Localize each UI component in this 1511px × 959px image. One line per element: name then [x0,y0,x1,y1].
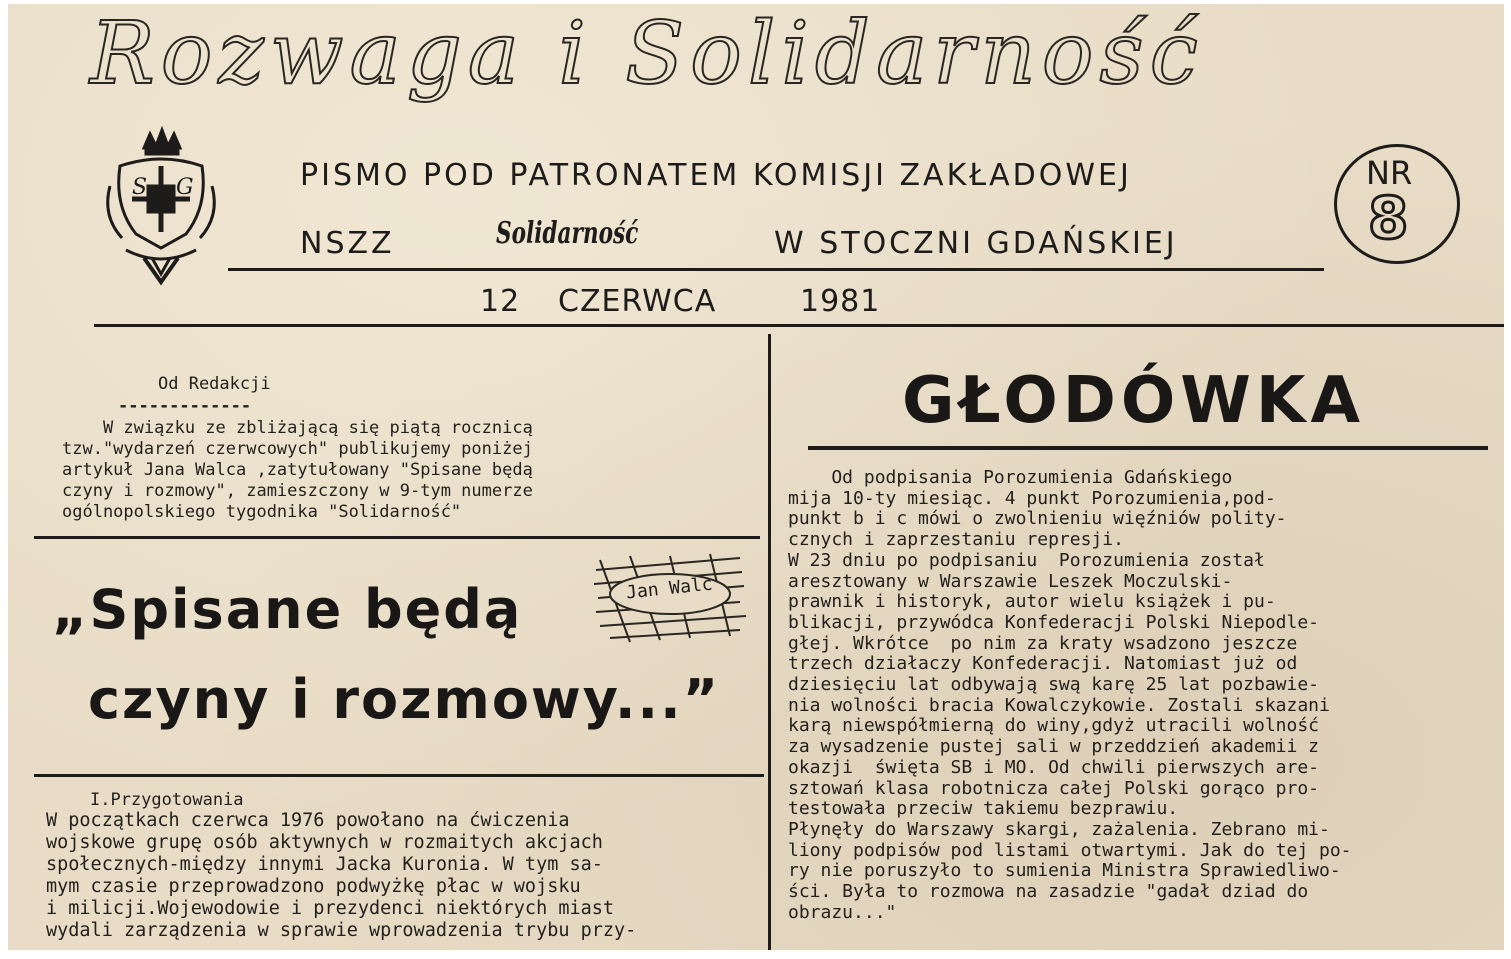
body-line: ści. Była to rozmowa na zasadzie "gadał dziad do [788,881,1309,903]
body-line: ry nie poruszyło to sumienia Ministra Sprawiedliwo- [788,860,1341,882]
column-divider [768,334,771,950]
editorial-heading: Od Redakcji [158,374,271,394]
issue-number-label: NR [1366,154,1413,192]
editorial-line: artykuł Jana Walca ,zatytułowany "Spisane będą [62,460,533,480]
shipyard-emblem-icon [96,126,226,286]
date-month: CZERWCA [558,284,717,319]
editorial-rule: ------------- [118,396,252,416]
body-line: za wysadzenie pustej sali w przeddzień akademii z [788,736,1320,758]
body-line: liony podpisów pod listami otwartymi. Jak do tej po- [788,839,1352,861]
body-line: karą niewspółmierną do winy,gdyż utracili wolność [788,715,1320,737]
author-stamp: Jan Walc [625,573,714,604]
body-line: obrazu..." [788,901,897,923]
body-line: blikacji, przywódca Konfederacji Polski Niepodle- [788,611,1320,633]
editorial-line: ogólnopolskiego tygodnika "Solidarność" [62,502,462,522]
body-line: i milicji.Wojewodowie i prezydenci niektórych miast [46,898,615,919]
newspaper-page [8,4,1504,950]
masthead-title: Rozwaga i Solidarność [90,4,1204,104]
article-body [46,810,636,942]
body-line: W początkach czerwca 1976 powołano na ćwiczenia [46,810,570,831]
body-line: mija 10-ty miesiąc. 4 punkt Porozumienia,pod- [788,487,1276,509]
body-line: cznych i zaprzestaniu represji. [788,529,1124,551]
header-line-2: W STOCZNI GDAŃSKIEJ [774,226,1178,261]
header-rule [228,268,1324,271]
article-title-line-2: czyny i rozmowy...” [88,668,721,731]
article-title-line-1: „Spisane będą [52,578,523,641]
headline: GŁODÓWKA [902,364,1365,438]
body-line: społecznych-między innymi Jacka Kuronia. W tym sa- [46,854,603,875]
body-line: trzech działaczy Konfederacji. Natomiast już od [788,653,1298,675]
editorial-text [62,418,533,523]
body-line: nia wolności bracia Kowalczykowie. Zostali skazani [788,694,1330,716]
headline-rule [808,446,1488,450]
body-line: wojskowe grupę osób aktywnych w rozmaitych akcjach [46,832,603,853]
editorial-line: tzw."wydarzeń czerwcowych" publikujemy poniżej [62,439,533,459]
body-line: wydali zarządzenia w sprawie wprowadzenia trybu przy- [46,920,637,941]
body-line: W 23 dniu po podpisaniu Porozumienia został [788,549,1265,571]
section-heading: I.Przygotowania [90,790,244,810]
date-year: 1981 [800,284,881,319]
date-day: 12 [480,284,521,319]
title-rule-bottom [34,774,764,777]
body-line: głej. Wkrótce po nim za kraty wsadzono jeszcze [788,632,1298,654]
date-rule [94,324,1504,327]
body-line: testowała przeciw takiemu bezprawiu. [788,798,1179,820]
editorial-line: czyny i rozmowy", zamieszczony w 9-tym numerze [62,481,533,501]
body-line: dziesięciu lat odbywają swą karę 25 lat pozbawie- [788,674,1320,696]
solidarnosc-logo: Solidarność [496,216,639,251]
body-line: punkt b i c mówi o zwolnieniu więźniów polity- [788,508,1287,530]
issue-number-value: 8 [1368,184,1409,252]
editorial-line: W związku ze zbliżającą się piątą rocznicą [62,418,533,438]
header-nszz: NSZZ [300,226,395,261]
emblem-letter-g: G [176,175,194,200]
headline-article-body [788,468,1352,923]
body-line: aresztowany w Warszawie Leszek Moczulski- [788,570,1233,592]
body-line: okazji święta SB i MO. Od chwili pierwszych are- [788,756,1320,778]
body-line: sztowań klasa robotnicza całej Polski gorąco pro- [788,777,1320,799]
header-line-1: PISMO POD PATRONATEM KOMISJI ZAKŁADOWEJ [300,158,1132,193]
body-line: prawnik i historyk, autor wielu książek i pu- [788,591,1276,613]
emblem-letter-s: S [132,175,148,200]
body-line: mym czasie przeprowadzono podwyżkę płac w wojsku [46,876,581,897]
body-line: Od podpisania Porozumienia Gdańskiego [788,467,1233,488]
body-line: Płynęły do Warszawy skargi, zażalenia. Zebrano mi- [788,818,1330,840]
editorial-rule-bottom [34,536,760,539]
